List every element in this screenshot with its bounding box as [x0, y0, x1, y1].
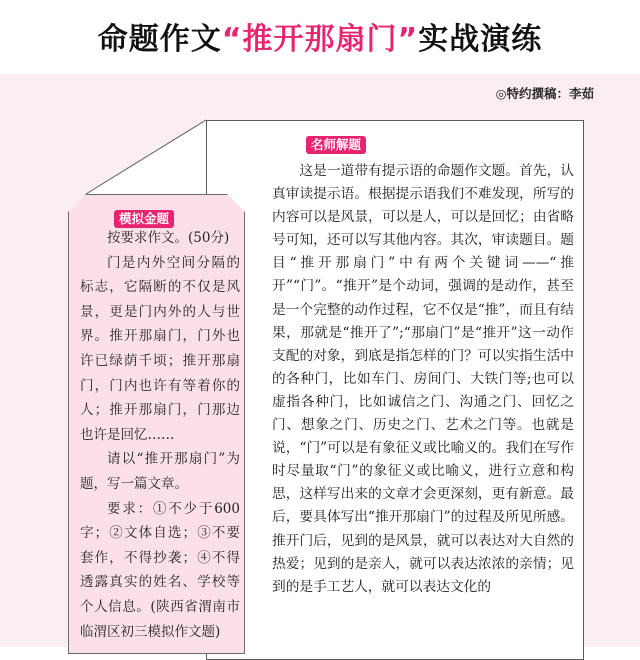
teacher-analysis-label: 名师解题 — [306, 136, 366, 154]
analysis-paragraph: 这是一道带有提示语的命题作文题。首先，认真审读提示语。根据提示语我们不难发现，所写的内容可以是风景，可以是人，可以是回忆；由省略号可知，还可以写其他内容。其次，审读题目。题目“推开那扇门”中有两个关键词——“推开”“门”。“推开”是个动词，强调的是动作，甚至是一个完整的动作过程，它不仅是“推”，而且有结果，那就是“推开了”;“那扇门”是“推开”这一动作支配的对象，到底是指怎样的门？可以实指生活中的各种门，比如车门、房间门、大铁门等;也可以虚指各种门，比如诚信之门、沟通之门、回忆之门、想象之门、历史之门、艺术之门等。也就是说，“门”可以是有象征义或比喻义的。我们在写作时尽量取“门”的象征义或比喻义，进行立意和构思，这样写出来的文章才会更深刻，更有新意。最后，要具体写出“推开那扇门”的过程及所见所感。推开门后，见到的是风景，就可以表达对大自然的热爱；见到的是亲人，就可以表达浓浓的亲情；见到的是手工艺人，就可以表达文化的 — [272, 163, 574, 595]
page-title — [0, 14, 640, 58]
title-part-2: 实战演练 — [418, 22, 543, 57]
question-requirements: 要求：①不少于600字；②文体自选；③不要套作，不得抄袭；④不得透露真实的姓名、学校等个人信息。(陕西省渭南市临渭区初三模拟作文题) — [80, 500, 240, 640]
question-instruction: 按要求作文。(50分) — [107, 230, 230, 246]
page-header — [0, 0, 640, 74]
author-byline: ◎特约撰稿：李茹 — [495, 86, 594, 101]
title-highlight: “推开那扇门” — [221, 22, 419, 57]
question-title-line: 请以“推开那扇门”为题，写一篇文章。 — [80, 451, 240, 492]
model-question-label: 模拟金题 — [114, 210, 174, 228]
question-prompt: 门是内外空间分隔的标志，它隔断的不仅是风景，更是门内外的人与世界。推开那扇门，门外也许已绿荫千顷；推开那扇门，门内也许有等着你的人；推开那扇门，门那边也许是回忆…… — [80, 254, 240, 443]
model-question-text — [80, 208, 240, 644]
teacher-analysis-text — [272, 160, 574, 599]
title-part-1: 命题作文 — [97, 22, 222, 57]
